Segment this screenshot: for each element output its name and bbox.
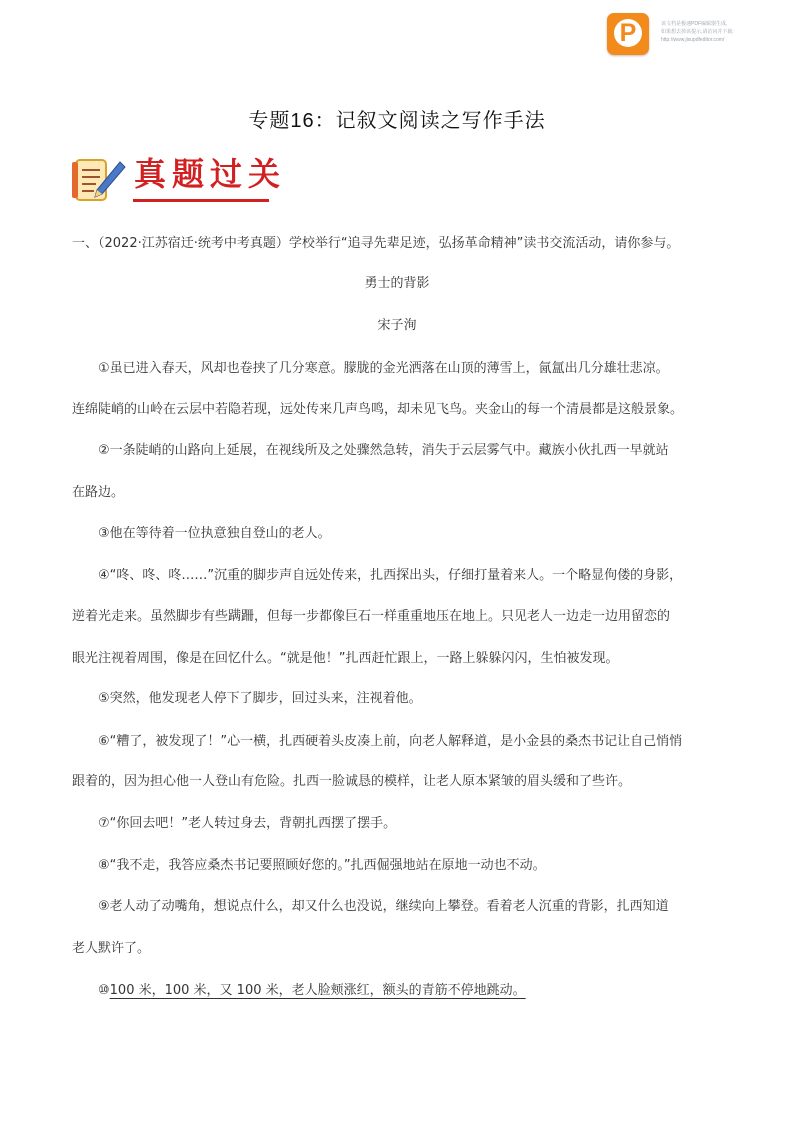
- article-author: 宋子洵: [377, 318, 417, 333]
- page-title: 专题16：记叙文阅读之写作手法: [248, 110, 546, 132]
- logo-letter: P: [619, 19, 637, 47]
- banner-underline: [133, 199, 269, 202]
- section-banner-title: 真题过关: [134, 156, 287, 192]
- watermark-note: [661, 20, 789, 44]
- watermark-note-link[interactable]: http://www.jisupdfeditor.com/: [661, 37, 725, 43]
- paragraph-line-final: [98, 982, 758, 1000]
- paragraph-line: 连绵陡峭的山岭在云层中若隐若现，远处传来几声鸟鸣，却未见飞鸟。夹金山的每一个清晨都是这般景象。: [72, 402, 684, 417]
- paragraph-line: ④“咚、咚、咚……”沉重的脚步声自远处传来，扎西探出头，仔细打量着来人。一个略显佝偻的身影，: [98, 568, 683, 583]
- paragraph-line: ⑧“我不走，我答应桑杰书记要照顾好您的。”扎西倔强地站在原地一动也不动。: [98, 858, 546, 873]
- paragraph-line: ⑤突然，他发现老人停下了脚步，回过头来，注视着他。: [98, 691, 422, 706]
- paragraph-line: 逆着光走来。虽然脚步有些蹒跚，但每一步都像巨石一样重重地压在地上。只见老人一边走一边用留恋的: [72, 609, 671, 624]
- pdf-editor-logo: [607, 13, 649, 55]
- watermark-note-line: 如果想去掉该提示,请访问并下载:: [661, 29, 734, 35]
- paragraph-line: 跟着的，因为担心他一人登山有危险。扎西一脸诚恳的模样，让老人原本紧皱的眉头缓和了些许。: [72, 774, 632, 789]
- paragraph-number: ⑩: [98, 983, 110, 998]
- paragraph-line: ⑦“你回去吧！”老人转过身去，背朝扎西摆了摆手。: [98, 816, 397, 831]
- article-heading: 勇士的背影: [364, 276, 430, 291]
- paragraph-line: ⑨老人动了动嘴角，想说点什么，却又什么也没说，继续向上攀登。看着老人沉重的背影，扎西知道: [98, 899, 669, 914]
- paragraph-line: ⑥“糟了，被发现了！”心一横，扎西硬着头皮凑上前，向老人解释道，是小金县的桑杰书记让自己悄悄: [98, 734, 683, 749]
- paragraph-line: 眼光注视着周围，像是在回忆什么。“就是他！”扎西赶忙跟上，一路上躲躲闪闪，生怕被发现。: [72, 651, 619, 666]
- paragraph-line: ①虽已进入春天，风却也卷挟了几分寒意。朦胧的金光洒落在山顶的薄雪上，氤氲出几分雄壮悲凉。: [98, 361, 669, 376]
- question-prompt: 一、（2022·江苏宿迁·统考中考真题）学校举行“追寻先辈足迹，弘扬革命精神”读书交流活动，请你参与。: [72, 236, 680, 251]
- paragraph-line: 在路边。: [72, 485, 125, 500]
- paragraph-line: ③他在等待着一位执意独自登山的老人。: [98, 526, 331, 541]
- watermark-note-line: 该文档是极速PDF编辑器生成,: [661, 21, 728, 27]
- underlined-sentence: 100 米，100 米，又 100 米，老人脸颊涨红，额头的青筋不停地跳动。: [109, 983, 526, 998]
- paragraph-line: ②一条陡峭的山路向上延展，在视线所及之处骤然急转，消失于云层雾气中。藏族小伙扎西一早就站: [98, 443, 669, 458]
- paragraph-line: 老人默许了。: [72, 941, 151, 956]
- notepad-pencil-icon: [72, 156, 126, 204]
